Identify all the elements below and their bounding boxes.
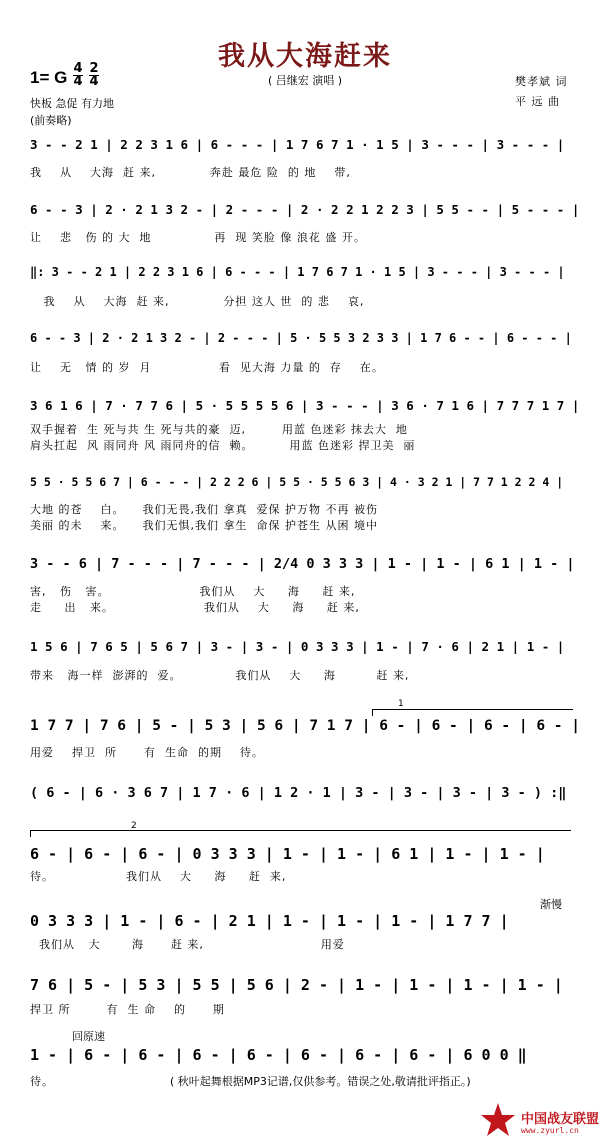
lyrics-row-4: 让 无 情 的 岁 月 看 见大海 力量 的 存 在。 (30, 361, 384, 374)
lyrics-row-2: 让 悲 伤 的 大 地 再 现 笑脸 像 浪花 盛 开。 (30, 231, 366, 244)
lyrics-row-13: 捍卫 所 有 生 命 的 期 (30, 1003, 225, 1016)
notation-row-12: 0 3 3 3 | 1 - | 6 - | 2 1 | 1 - | 1 - | 1 - | 1 7 7 | (30, 912, 509, 930)
score-row-1 (30, 137, 585, 159)
notation-row-2: 6 - - 3 | 2 · 2 1 3 2 - | 2 - - - | 2 · 2 2 1 2 2 3 | 5 5 - - | 5 - - - | (30, 202, 580, 217)
composer: 平 远 曲 (515, 95, 560, 108)
lyrics-row-8: 带来 海一样 澎湃的 爱。 我们从 大 海 赶 来, (30, 669, 410, 682)
star-logo-icon (478, 1100, 518, 1140)
volta-number-2: 2 (131, 821, 137, 831)
time-top: 4 (73, 61, 83, 76)
notation-row-9: 1 7 7 | 7 6 | 5 - | 5 3 | 5 6 | 7 1 7 | 6 - | 6 - | 6 - | 6 - | (30, 718, 580, 734)
score-row-9 (30, 718, 585, 740)
score-row-6 (30, 475, 585, 497)
score-row-8 (30, 639, 585, 661)
logo-text: 中国战友联盟 (521, 1112, 600, 1127)
notation-row-3: ‖: 3 - - 2 1 | 2 2 3 1 6 | 6 - - - | 1 7 6 7 1 · 1 5 | 3 - - - | 3 - - - | (30, 265, 565, 279)
notation-row-8: 1 5 6 | 7 6 5 | 5 6 7 | 3 - | 3 - | 0 3 3 3 | 1 - | 7 · 6 | 2 1 | 1 - | (30, 639, 565, 654)
lyrics-row-12: 我们从 大 海 赶 来, 用爱 (30, 938, 345, 951)
transcription-note: ( 秋叶起舞根据MP3记谱,仅供参考。错误之处,敬请批评指正。) (170, 1075, 471, 1088)
score-row-4 (30, 331, 585, 353)
time-top-2: 2 (89, 61, 99, 76)
notation-row-10: ( 6 - | 6 · 3 6 7 | 1 7 · 6 | 1 2 · 1 | 3 - | 3 - | 3 - | 3 - ) :‖ (30, 785, 567, 801)
lyrics-row-6a: 大地 的苍 白。 我们无畏,我们 拿真 爱保 护万物 不再 被伤 (30, 503, 378, 516)
score-row-12 (30, 912, 585, 934)
score-row-7 (30, 556, 585, 578)
notation-row-6: 5 5 · 5 5 6 7 | 6 - - - | 2 2 2 6 | 5 5 · 5 5 6 3 | 4 · 3 2 1 | 7 7 1 2 2 4 | (30, 475, 564, 489)
volta-bracket-2 (30, 830, 571, 837)
score-row-10 (30, 785, 585, 807)
time-signature-1 (73, 63, 83, 88)
prelude-note: (前奏略) (30, 114, 72, 127)
notation-row-4: 6 - - 3 | 2 · 2 1 3 2 - | 2 - - - | 5 · 5 5 3 2 3 3 | 1 7 6 - - | 6 - - - | (30, 331, 572, 345)
lyrics-row-14: 待。 (30, 1075, 54, 1088)
tempo-marking: 快板 急促 有力地 (30, 97, 114, 110)
time-bottom: 4 (73, 74, 83, 89)
page-title: 我从大海赶来 (218, 41, 392, 72)
performer: ( 吕继宏 演唱 ) (268, 74, 343, 87)
lyrics-row-11: 待。 我们从 大 海 赶 来, (30, 870, 287, 883)
volta-number-1: 1 (398, 699, 404, 709)
lyrics-row-5b: 肩头扛起 风 雨同舟 风 雨同舟的信 赖。 用蓝 色迷彩 捍卫美 丽 (30, 439, 416, 452)
lyrics-row-5a: 双手握着 生 死与共 生 死与共的豪 迈, 用蓝 色迷彩 抹去大 地 (30, 423, 408, 436)
lyrics-row-3: 我 从 大海 赶 来, 分担 这人 世 的 悲 哀, (30, 295, 365, 308)
score-row-13 (30, 976, 585, 998)
score-row-11 (30, 845, 585, 867)
lyrics-row-9: 用爱 捍卫 所 有 生命 的期 待。 (30, 746, 264, 759)
lyrics-row-7b: 走 出 来。 我们从 大 海 赶 来, (30, 601, 360, 614)
notation-row-14: 1 - | 6 - | 6 - | 6 - | 6 - | 6 - | 6 - | 6 - | 6 0 0 ‖ (30, 1046, 527, 1064)
time-signature-2 (89, 63, 99, 88)
notation-row-1: 3 - - 2 1 | 2 2 3 1 6 | 6 - - - | 1 7 6 7 1 · 1 5 | 3 - - - | 3 - - - | (30, 137, 565, 152)
return-tempo-mark: 回原速 (72, 1030, 105, 1043)
score-row-3 (30, 265, 585, 287)
score-row-5 (30, 398, 585, 420)
lyrics-row-7a: 害, 伤 害。 我们从 大 海 赶 来, (30, 585, 356, 598)
lyrics-row-1: 我 从 大海 赶 来, 奔赴 最危 险 的 地 带, (30, 166, 351, 179)
notation-row-7: 3 - - 6 | 7 - - - | 7 - - - | 2/4 0 3 3 3 | 1 - | 1 - | 6 1 | 1 - | (30, 556, 575, 572)
logo-url: www.zyurl.cn (521, 1126, 579, 1135)
notation-row-13: 7 6 | 5 - | 5 3 | 5 5 | 5 6 | 2 - | 1 - | 1 - | 1 - | 1 - | (30, 976, 563, 994)
key-signature: 1= G (30, 68, 68, 87)
time-bottom-2: 4 (89, 74, 99, 89)
notation-row-11: 6 - | 6 - | 6 - | 0 3 3 3 | 1 - | 1 - | 6 1 | 1 - | 1 - | (30, 845, 545, 863)
score-row-2 (30, 202, 585, 224)
slow-down-mark: 渐慢 (540, 898, 562, 911)
score-row-14 (30, 1046, 585, 1068)
lyrics-row-6b: 美丽 的未 来。 我们无惧,我们 拿生 命保 护苍生 从困 境中 (30, 519, 378, 532)
lyricist: 樊孝斌 词 (515, 75, 568, 88)
notation-row-5: 3 6 1 6 | 7 · 7 7 6 | 5 · 5 5 5 5 6 | 3 - - - | 3 6 · 7 1 6 | 7 7 7 1 7 | (30, 398, 580, 413)
volta-bracket-1 (372, 709, 573, 716)
